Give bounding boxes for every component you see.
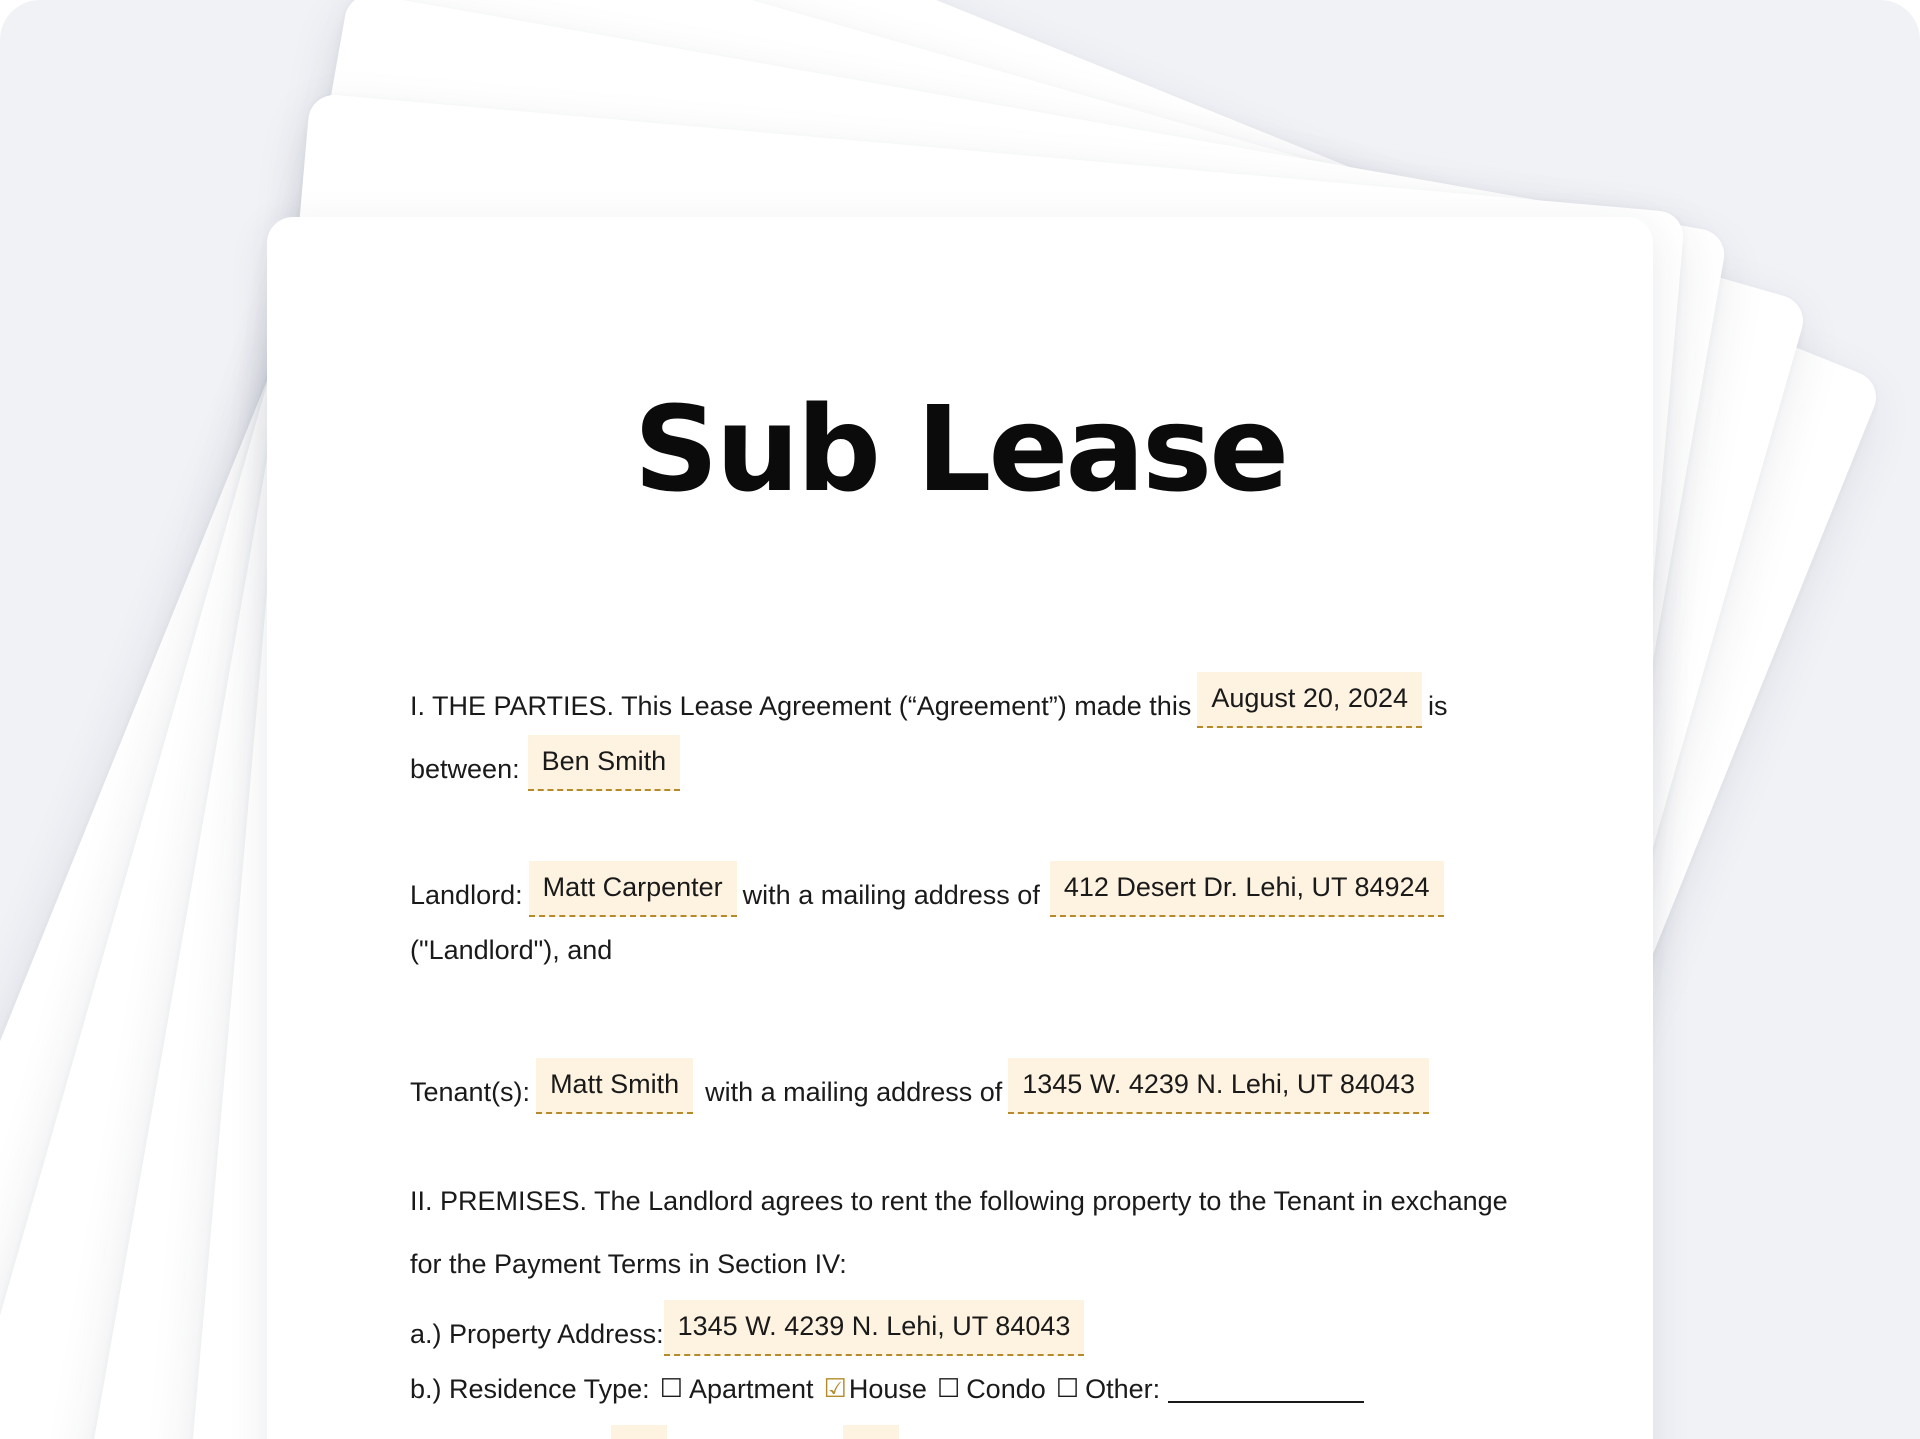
tenant-label: Tenant(s): bbox=[410, 1077, 531, 1107]
tenant-name-field[interactable]: Matt Smith bbox=[536, 1058, 693, 1114]
document-title: Sub Lease bbox=[633, 380, 1287, 518]
landlord-name-field[interactable]: Matt Carpenter bbox=[529, 861, 737, 917]
landlord-mailing-label: with a mailing address of bbox=[742, 880, 1040, 910]
property-address-line bbox=[410, 1306, 1090, 1362]
tenant-line bbox=[410, 1064, 1435, 1120]
parties-line bbox=[410, 678, 1448, 734]
premises-line-1 bbox=[410, 1181, 1508, 1221]
option-house-label: House bbox=[848, 1374, 927, 1404]
partial-field[interactable] bbox=[843, 1425, 899, 1439]
option-condo-label: Condo bbox=[966, 1374, 1046, 1404]
between-line bbox=[410, 741, 686, 797]
is-text: is bbox=[1428, 691, 1448, 721]
checkbox-condo[interactable]: ☐ bbox=[936, 1374, 961, 1404]
property-address-label: a.) Property Address: bbox=[410, 1319, 664, 1349]
tenant-address-field[interactable]: 1345 W. 4239 N. Lehi, UT 84043 bbox=[1008, 1058, 1429, 1114]
premises-line-2 bbox=[410, 1244, 847, 1284]
option-other-label: Other: bbox=[1085, 1374, 1161, 1404]
landlord-address-field[interactable]: 412 Desert Dr. Lehi, UT 84924 bbox=[1050, 861, 1444, 917]
landlord-suffix-line bbox=[410, 930, 612, 970]
residence-type-line bbox=[410, 1369, 1364, 1409]
landlord-line bbox=[410, 867, 1450, 923]
other-blank-line[interactable] bbox=[1168, 1375, 1364, 1403]
checkbox-house[interactable]: ☑ bbox=[823, 1374, 847, 1404]
checkbox-other[interactable]: ☐ bbox=[1055, 1374, 1080, 1404]
tenant-mailing-label: with a mailing address of bbox=[705, 1077, 1003, 1107]
residence-type-label: b.) Residence Type: bbox=[410, 1374, 650, 1404]
parties-intro: I. THE PARTIES. This Lease Agreement (“Agreement”) made this bbox=[410, 691, 1192, 721]
checkbox-apartment[interactable]: ☐ bbox=[659, 1374, 683, 1404]
landlord-suffix: ("Landlord"), and bbox=[410, 935, 613, 965]
between-name-field[interactable]: Ben Smith bbox=[528, 735, 681, 791]
premises-text-2: for the Payment Terms in Section IV: bbox=[410, 1249, 847, 1279]
landlord-label: Landlord: bbox=[410, 880, 523, 910]
premises-text-1: II. PREMISES. The Landlord agrees to rent the following property to the Tenant in exchange bbox=[410, 1186, 1508, 1216]
property-address-field[interactable]: 1345 W. 4239 N. Lehi, UT 84043 bbox=[664, 1300, 1085, 1356]
option-apartment-label: Apartment bbox=[688, 1374, 814, 1404]
between-label: between: bbox=[410, 754, 520, 784]
agreement-date-field[interactable]: August 20, 2024 bbox=[1197, 672, 1422, 728]
partial-field[interactable] bbox=[611, 1425, 667, 1439]
